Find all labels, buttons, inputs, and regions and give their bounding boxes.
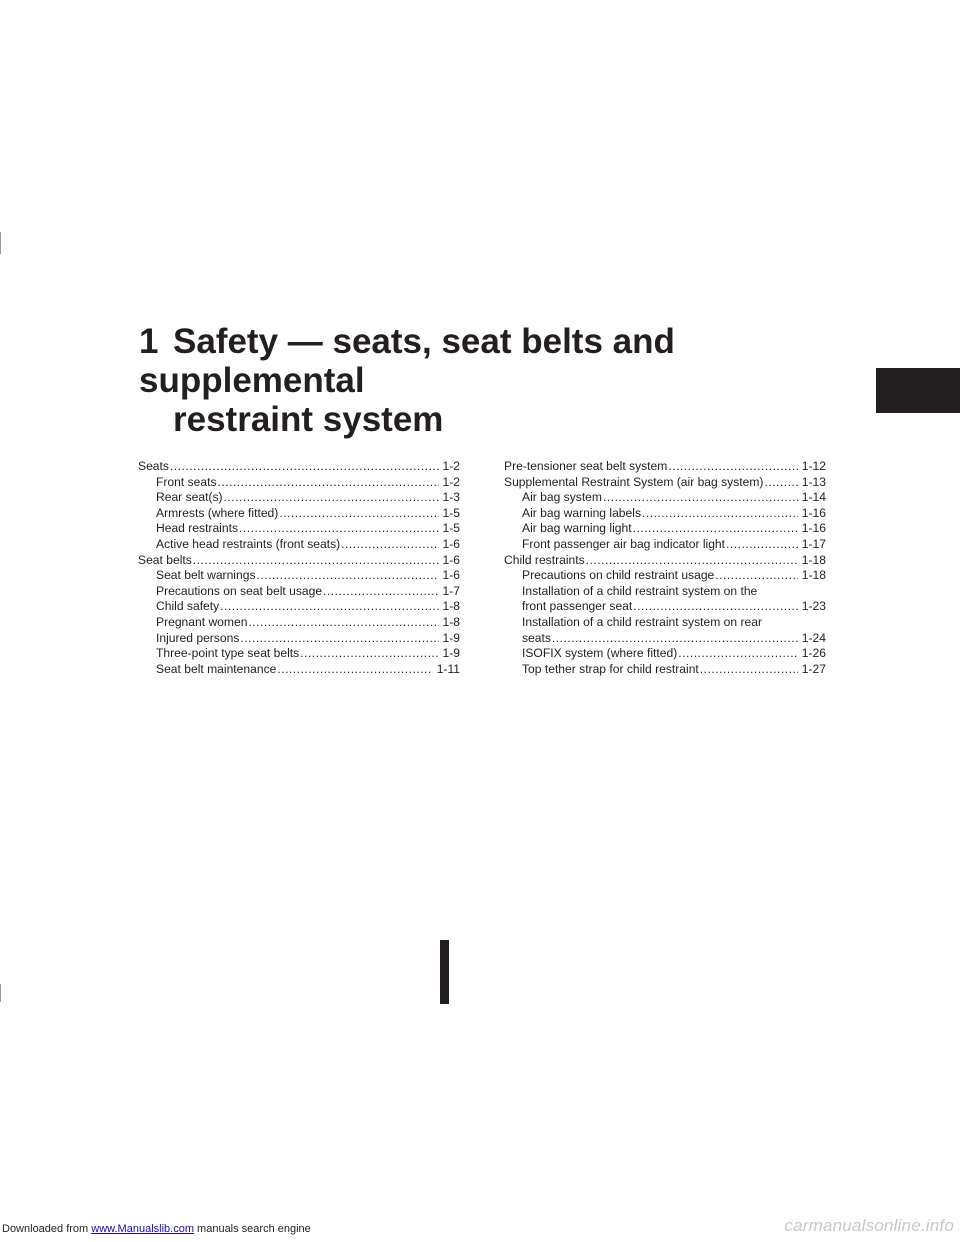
toc-entry-label: Air bag warning light bbox=[522, 521, 632, 536]
toc-right-column bbox=[504, 459, 826, 677]
toc-page-number: 1-2 bbox=[442, 459, 460, 473]
toc-entry[interactable] bbox=[504, 553, 826, 569]
toc-leader-dots bbox=[764, 475, 797, 491]
toc-entry[interactable] bbox=[504, 459, 826, 475]
toc-page-number: 1-6 bbox=[442, 568, 460, 583]
toc-entry-label: Injured persons bbox=[156, 630, 240, 645]
toc-subentry[interactable] bbox=[138, 537, 460, 553]
chapter-title bbox=[139, 322, 859, 439]
toc-leader-dots bbox=[726, 537, 798, 553]
toc-entry-label: Seat belt warnings bbox=[156, 568, 256, 583]
toc-entry[interactable] bbox=[138, 553, 460, 569]
toc-page-number: 1-6 bbox=[442, 536, 460, 551]
toc-entry-label: seats bbox=[522, 630, 551, 645]
toc-page-number: 1-2 bbox=[442, 474, 460, 489]
toc-entry[interactable] bbox=[504, 475, 826, 491]
toc-subentry[interactable] bbox=[138, 615, 460, 631]
download-prefix: Downloaded from bbox=[2, 1223, 89, 1235]
toc-page-number: 1-7 bbox=[442, 583, 460, 598]
toc-entry-label: Front passenger air bag indicator light bbox=[522, 536, 726, 551]
toc-entry-label: Front seats bbox=[156, 474, 217, 489]
section-marker-bar bbox=[440, 940, 449, 1004]
toc-page-number: 1-11 bbox=[436, 661, 460, 676]
toc-subentry[interactable] bbox=[504, 506, 826, 522]
toc-leader-dots bbox=[586, 553, 798, 569]
toc-leader-dots bbox=[279, 506, 438, 522]
toc-page-number: 1-17 bbox=[801, 536, 826, 551]
toc-leader-dots bbox=[668, 459, 797, 475]
toc-subentry[interactable] bbox=[504, 490, 826, 506]
toc-page-number: 1-8 bbox=[442, 599, 460, 614]
toc-entry-label: Top tether strap for child restraint bbox=[522, 661, 699, 676]
toc-page-number: 1-13 bbox=[801, 474, 826, 489]
toc-subentry[interactable] bbox=[504, 568, 826, 584]
toc-entry-label: Supplemental Restraint System (air bag system) bbox=[504, 474, 764, 489]
crop-mark-bottom-left bbox=[0, 984, 1, 1002]
toc-page-number: 1-16 bbox=[801, 505, 826, 520]
toc-subentry[interactable] bbox=[504, 662, 826, 678]
toc-page-number: 1-5 bbox=[442, 505, 460, 520]
toc-page-number: 1-18 bbox=[801, 568, 826, 583]
toc-subentry[interactable] bbox=[138, 521, 460, 537]
toc-subentry[interactable] bbox=[138, 599, 460, 615]
toc-leader-dots bbox=[218, 475, 439, 491]
toc-leader-dots bbox=[277, 662, 432, 678]
toc-page-number: 1-27 bbox=[801, 661, 826, 676]
toc-entry-label: Seats bbox=[138, 459, 169, 473]
toc-entry-label: ISOFIX system (where fitted) bbox=[522, 646, 678, 661]
toc-entry[interactable] bbox=[138, 459, 460, 475]
toc-entry-label: Air bag system bbox=[522, 490, 602, 505]
toc-subentry[interactable] bbox=[138, 568, 460, 584]
toc-entry-label: Precautions on seat belt usage bbox=[156, 583, 323, 598]
toc-subentry[interactable] bbox=[138, 490, 460, 506]
toc-leader-dots bbox=[603, 490, 798, 506]
toc-entry-label: Child safety bbox=[156, 599, 220, 614]
chapter-title-line2: restraint system bbox=[173, 400, 444, 439]
toc-page-number: 1-18 bbox=[801, 552, 826, 567]
toc-leader-dots bbox=[257, 568, 439, 584]
toc-leader-dots bbox=[248, 615, 438, 631]
toc-page-number: 1-23 bbox=[801, 599, 826, 614]
toc-subentry[interactable] bbox=[138, 646, 460, 662]
toc-leader-dots bbox=[193, 553, 439, 569]
toc-page-number: 1-16 bbox=[801, 521, 826, 536]
toc-entry-first-line: Installation of a child restraint system on the bbox=[522, 583, 758, 598]
toc-leader-dots bbox=[715, 568, 798, 584]
toc-page-number: 1-8 bbox=[442, 614, 460, 629]
toc-leader-dots bbox=[341, 537, 438, 553]
page-footer bbox=[0, 1216, 960, 1242]
toc-leader-dots bbox=[552, 631, 798, 647]
toc-subentry[interactable] bbox=[504, 599, 826, 615]
toc-subentry[interactable] bbox=[138, 506, 460, 522]
toc-leader-dots bbox=[239, 521, 439, 537]
toc-subentry[interactable] bbox=[504, 521, 826, 537]
toc-entry-label: front passenger seat bbox=[522, 599, 633, 614]
toc-leader-dots bbox=[300, 646, 438, 662]
toc-left-column bbox=[138, 459, 460, 677]
toc-page-number: 1-5 bbox=[442, 521, 460, 536]
toc-entry-label: Precautions on child restraint usage bbox=[522, 568, 715, 583]
toc-entry-label: Active head restraints (front seats) bbox=[156, 536, 341, 551]
toc-subentry[interactable] bbox=[138, 631, 460, 647]
toc-entry-label: Pre-tensioner seat belt system bbox=[504, 459, 668, 473]
toc-entry-label: Three-point type seat belts bbox=[156, 646, 300, 661]
toc-leader-dots bbox=[323, 584, 438, 600]
toc-leader-dots bbox=[224, 490, 439, 506]
toc-page-number: 1-12 bbox=[801, 459, 826, 473]
download-suffix: manuals search engine bbox=[197, 1223, 311, 1235]
toc-leader-dots bbox=[678, 646, 798, 662]
toc-entry-label: Child restraints bbox=[504, 552, 585, 567]
toc-entry-label: Head restraints bbox=[156, 521, 239, 536]
watermark-brand: carmanualsonline.info bbox=[784, 1216, 954, 1235]
chapter-thumb-tab bbox=[876, 368, 960, 413]
toc-page-number: 1-9 bbox=[442, 646, 460, 661]
crop-mark-top-left bbox=[0, 232, 1, 254]
toc-subentry[interactable] bbox=[504, 646, 826, 662]
toc-entry-label: Pregnant women bbox=[156, 614, 248, 629]
toc-page-number: 1-14 bbox=[801, 490, 826, 505]
manualslib-link[interactable]: www.Manualslib.com bbox=[91, 1223, 194, 1235]
toc-entry-label: Seat belts bbox=[138, 552, 192, 567]
toc-leader-dots bbox=[633, 599, 798, 615]
toc-entry-label: Armrests (where fitted) bbox=[156, 505, 279, 520]
toc-subentry[interactable] bbox=[138, 662, 460, 678]
toc-entry-first-line: Installation of a child restraint system on rear bbox=[522, 614, 762, 629]
toc-page-number: 1-3 bbox=[442, 490, 460, 505]
toc-entry-label: Air bag warning labels bbox=[522, 505, 641, 520]
toc-subentry[interactable] bbox=[138, 475, 460, 491]
toc-leader-dots bbox=[240, 631, 438, 647]
toc-leader-dots bbox=[700, 662, 798, 678]
toc-leader-dots bbox=[633, 521, 798, 537]
toc-page-number: 1-6 bbox=[442, 552, 460, 567]
download-notice bbox=[2, 1223, 311, 1235]
chapter-title-line1: Safety — seats, seat belts and supplemental bbox=[139, 322, 675, 400]
toc-page-number: 1-24 bbox=[801, 630, 826, 645]
toc-subentry[interactable] bbox=[138, 584, 460, 600]
toc-leader-dots bbox=[220, 599, 438, 615]
toc-subentry[interactable] bbox=[504, 631, 826, 647]
chapter-number: 1 bbox=[139, 322, 159, 361]
toc-page-number: 1-26 bbox=[801, 646, 826, 661]
toc-entry-label: Rear seat(s) bbox=[156, 490, 223, 505]
toc-leader-dots bbox=[642, 506, 798, 522]
toc-page-number: 1-9 bbox=[442, 630, 460, 645]
toc-leader-dots bbox=[170, 459, 439, 475]
toc-entry-label: Seat belt maintenance bbox=[156, 661, 277, 676]
toc-subentry[interactable] bbox=[504, 537, 826, 553]
